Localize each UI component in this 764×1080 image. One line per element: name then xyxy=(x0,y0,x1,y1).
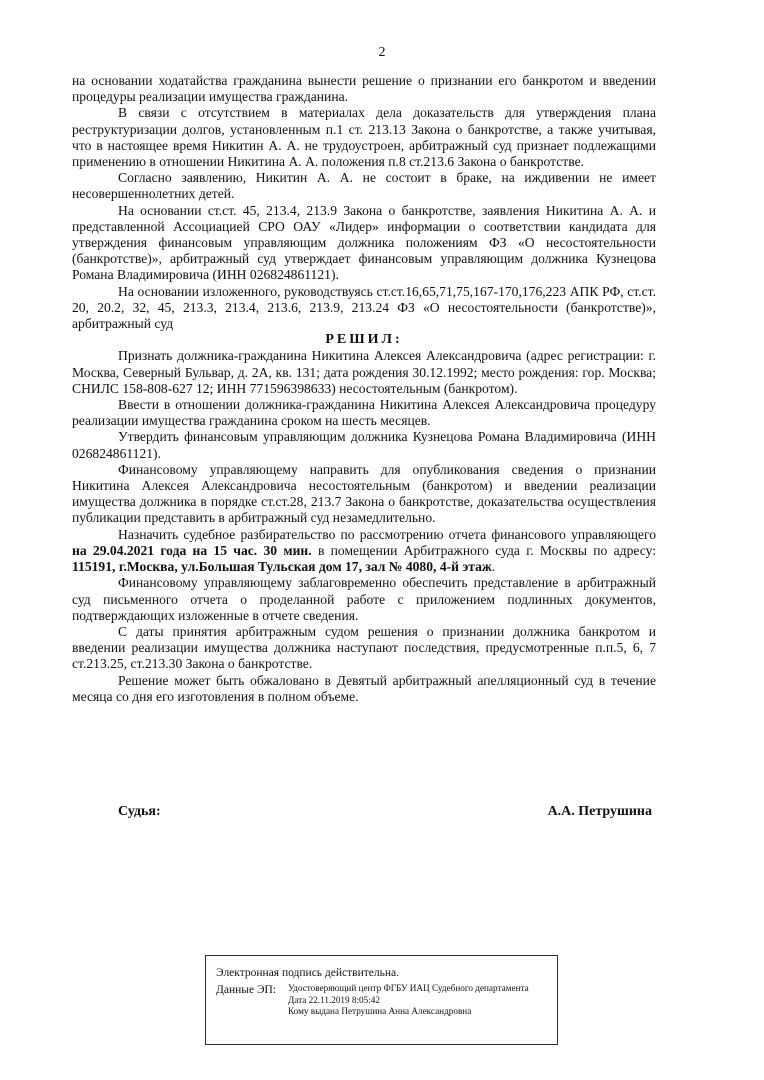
text: Ввести в отношении должника-гражданина Никитина Алексея Александровича процедуру реализации имущества гражданина сроком на шесть месяцев. xyxy=(72,397,656,429)
stamp-details xyxy=(288,983,549,1018)
paragraph xyxy=(72,462,656,527)
paragraph xyxy=(72,624,656,673)
stamp-data-row xyxy=(216,983,549,1018)
paragraph xyxy=(72,575,656,624)
text: . xyxy=(491,559,496,575)
text: Решение может быть обжаловано в Девятый арбитражный апелляционный суд в течение месяца со дня его изготовления в полном объеме. xyxy=(72,672,656,704)
text: Согласно заявлению, Никитин А. А. не состоит в браке, на иждивении не имеет несовершеннолетних детей. xyxy=(72,170,656,202)
paragraph xyxy=(72,673,656,705)
paragraph xyxy=(72,527,656,576)
electronic-signature-stamp xyxy=(205,955,558,1045)
judge-title: Судья: xyxy=(118,804,161,819)
bold-text: 115191, г.Москва, ул.Большая Тульская дом 17, зал № 4080, 4-й этаж xyxy=(72,559,492,575)
paragraph xyxy=(72,348,656,397)
paragraph xyxy=(72,397,656,429)
document-body xyxy=(72,73,656,705)
text: Назначить судебное разбирательство по рассмотрению отчета финансового управляющего xyxy=(118,526,656,542)
text: Финансовому управляющему заблаговременно обеспечить представление в арбитражный суд письменного отчета о проделанной работе с приложением подлинных документов, подтверждающих изложенные в отчете сведения. xyxy=(72,575,656,623)
paragraph xyxy=(72,203,656,284)
stamp-issuer: Удостоверяющий центр ФГБУ ИАЦ Судебного департамента xyxy=(288,983,529,993)
text: Утвердить финансовым управляющим должника Кузнецова Романа Владимировича (ИНН 026824861121). xyxy=(72,429,656,461)
page-number: 2 xyxy=(378,45,386,60)
decision-heading: РЕШИЛ: xyxy=(325,332,403,348)
text: В связи с отсутствием в материалах дела доказательств для утверждения плана реструктуризации долгов, установленным п.1 ст. 213.13 Закона о банкротстве, а также учитывая, что в настоящее время Никитин А. А. не трудоустроен, арбитражный суд признает подлежащими применению в отношении Никитина А. А. положения п.8 ст.213.6 Закона о банкротстве. xyxy=(72,105,656,170)
text: на основании ходатайства гражданина вынести решение о признании его банкротом и введении процедуры реализации имущества гражданина. xyxy=(72,73,656,105)
text: Признать должника-гражданина Никитина Алексея Александровича (адрес регистрации: г. Москва, Северный Бульвар, д. 2А, кв. 131; дата рождения 30.12.1992; место рождения: гор. Москва; СНИЛС 158-808-627 12; ИНН 771596398633) несостоятельным (банкротом). xyxy=(72,348,656,396)
judge-name: А.А. Петрушина xyxy=(547,804,652,819)
intro-paragraphs xyxy=(72,73,656,332)
paragraph xyxy=(72,429,656,461)
paragraph xyxy=(72,284,656,333)
signature-block xyxy=(118,804,652,820)
text: Финансовому управляющему направить для опубликования сведения о признании Никитина Алексея Александровича несостоятельным (банкротом) и введении реализации имущества должника в порядке ст.ст.28, 213.7 Закона о банкротстве, доказательства осуществления публикации представить в арбитражный суд незамедлительно. xyxy=(72,461,656,526)
stamp-issued-to: Кому выдана Петрушина Анна Александровна xyxy=(288,1006,472,1017)
text: С даты принятия арбитражным судом решения о признании должника банкротом и введении реализации имущества должника наступают последствия, предусмотренные п.п.5, 6, 7 ст.213.25, ст.213.30 Закона о банкротстве. xyxy=(72,623,656,672)
stamp-validity-text: Электронная подпись действительна. xyxy=(216,967,399,979)
stamp-data-label: Данные ЭП: xyxy=(216,984,277,996)
stamp-date: Дата 22.11.2019 8:05:42 xyxy=(288,994,380,1005)
text: в помещении Арбитражного суда г. Москвы по адресу: xyxy=(311,542,656,558)
paragraph xyxy=(72,105,656,170)
bold-text: на 29.04.2021 года на 15 час. 30 мин. xyxy=(72,542,312,558)
paragraph xyxy=(72,73,656,105)
text: На основании ст.ст. 45, 213.4, 213.9 Закона о банкротстве, заявления Никитина А. А. и представленной Ассоциацией СРО ОАУ «Лидер» информации о соответствии кандидата для утверждения финансовым управляющим должника положениям ФЗ «О несостоятельности (банкротстве)», арбитражный суд утверждает финансовым управляющим должника Кузнецова Романа Владимировича (ИНН 026824861121). xyxy=(72,202,656,283)
paragraph xyxy=(72,170,656,202)
text: На основании изложенного, руководствуясь ст.ст.16,65,71,75,167-170,176,223 АПК РФ, ст.ст. 20, 20.2, 32, 45, 213.3, 213.4, 213.6, 213.9, 213.24 ФЗ «О несостоятельности (банкротстве)», арбитражный суд xyxy=(72,283,656,332)
decision-paragraphs xyxy=(72,348,656,704)
